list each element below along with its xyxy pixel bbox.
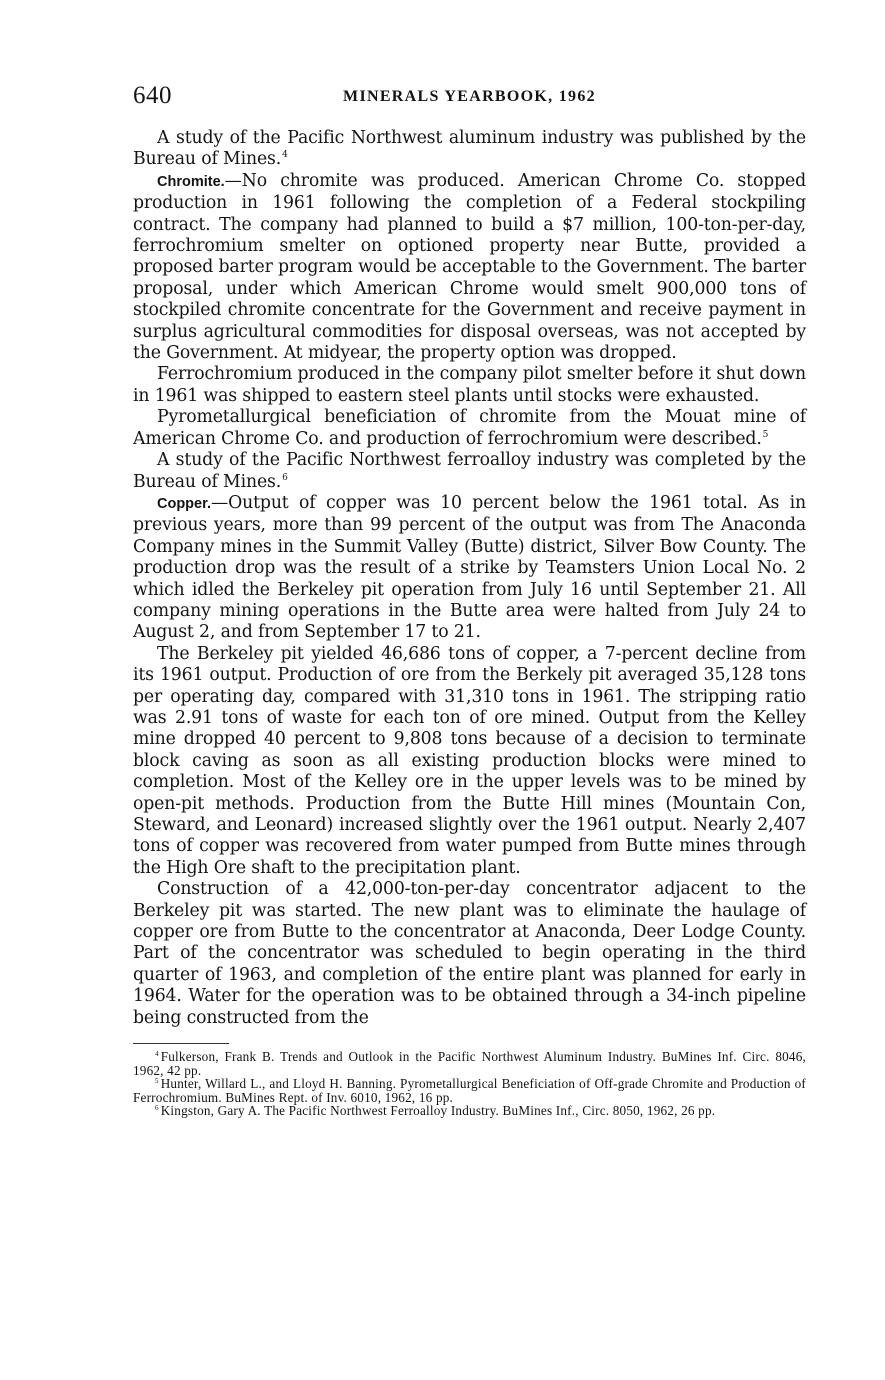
- page-header: [133, 80, 806, 114]
- footnote-4: [133, 1050, 806, 1077]
- footnotes: [133, 1050, 806, 1118]
- footnote-divider: [133, 1043, 229, 1044]
- paragraph-text: —No chromite was produced. American Chrome Co. stopped production in 1961 following the completion of a Federal stockpiling contract. The company had planned to build a $7 million, 100-ton-per-day, ferrochromium smelter on optioned property near Butte, provided a proposed barter program would be acceptable to the Government. The barter proposal, under which American Chrome would smelt 900,000 tons of stockpiled chromite concentrate for the Government and receive payment in surplus agricultural commodities for disposal overseas, was not accepted by the Government. At midyear, the property option was dropped.: [133, 170, 806, 364]
- footnote-text: Kingston, Gary A. The Pacific Northwest Ferroalloy Industry. BuMines Inf., Circ. 8050, 1962, 26 pp.: [160, 1103, 716, 1119]
- paragraph-aluminum-study: [133, 128, 806, 171]
- footnote-text: Fulkerson, Frank B. Trends and Outlook in the Pacific Northwest Aluminum Industry. BuMines Inf. Circ. 8046, 1962, 42 pp.: [133, 1049, 806, 1078]
- footnote-6: [133, 1104, 806, 1118]
- paragraph-text: Ferrochromium produced in the company pilot smelter before it shut down in 1961 was shipped to eastern steel plants until stocks were exhausted.: [133, 364, 806, 406]
- paragraph-pyrometallurgical: [133, 407, 806, 450]
- footnote-marker: 6: [155, 1104, 159, 1113]
- paragraph-ferrochromium: [133, 364, 806, 407]
- paragraph-text: A study of the Pacific Northwest ferroalloy industry was completed by the Bureau of Mines.: [133, 450, 806, 492]
- body-text: [133, 128, 806, 1029]
- paragraph-copper: [133, 493, 806, 644]
- paragraph-ferroalloy-study: [133, 450, 806, 493]
- footnote-ref: 4: [282, 150, 288, 161]
- footnote-marker: 4: [155, 1050, 159, 1059]
- footnote-5: [133, 1077, 806, 1104]
- paragraph-text: Construction of a 42,000-ton-per-day concentrator adjacent to the Berkeley pit was started. The new plant was to eliminate the haulage of copper ore from Butte to the concentrator at Anaconda, Deer Lodge County. Part of the concentrator was scheduled to begin operating in the third quarter of 1963, and completion of the entire plant was planned for early in 1964. Water for the operation was to be obtained through a 34-inch pipeline being constructed from the: [133, 879, 806, 1028]
- running-title: MINERALS YEARBOOK, 1962: [343, 88, 596, 105]
- section-heading-copper: Copper.: [157, 495, 211, 512]
- page-number: 640: [133, 82, 172, 109]
- paragraph-concentrator: [133, 879, 806, 1029]
- paragraph-berkeley-pit: [133, 644, 806, 879]
- footnote-ref: 5: [762, 429, 769, 440]
- paragraph-text: Pyrometallurgical beneficiation of chromite from the Mouat mine of American Chrome Co. and production of ferrochromium were described.: [133, 407, 806, 449]
- document-page: [133, 80, 806, 1118]
- paragraph-text: —Output of copper was 10 percent below the 1961 total. As in previous years, more than 99 percent of the output was from The Anaconda Company mines in the Summit Valley (Butte) district, Silver Bow County. The production drop was the result of a strike by Teamsters Union Local No. 2 which idled the Berkeley pit operation from July 16 until September 21. All company mining operations in the Butte area were halted from July 24 to August 2, and from September 17 to 21.: [133, 492, 806, 643]
- footnote-ref: 6: [282, 472, 288, 483]
- footnote-marker: 5: [155, 1077, 159, 1086]
- section-heading-chromite: Chromite.: [157, 173, 225, 190]
- paragraph-text: The Berkeley pit yielded 46,686 tons of copper, a 7-percent decline from its 1961 output. Production of ore from the Berkely pit averaged 35,128 tons per operating day, compared with 31,310 tons in 1961. The stripping ratio was 2.91 tons of waste for each ton of ore mined. Output from the Kelley mine dropped 40 percent to 9,808 tons because of a decision to terminate block caving as soon as all existing production blocks were mined to completion. Most of the Kelley ore in the upper levels was to be mined by open-pit methods. Production from the Butte Hill mines (Mountain Con, Steward, and Leonard) increased slightly over the 1961 output. Nearly 2,407 tons of copper was recovered from water pumped from Butte mines through the High Ore shaft to the precipitation plant.: [133, 643, 806, 878]
- paragraph-chromite: [133, 171, 806, 365]
- footnote-text: Hunter, Willard L., and Lloyd H. Banning. Pyrometallurgical Beneficiation of Off-grade Chromite and Production of Ferrochromium. BuMines Rept. of Inv. 6010, 1962, 16 pp.: [133, 1076, 806, 1105]
- paragraph-text: A study of the Pacific Northwest aluminum industry was published by the Bureau of Mines.: [133, 128, 806, 170]
